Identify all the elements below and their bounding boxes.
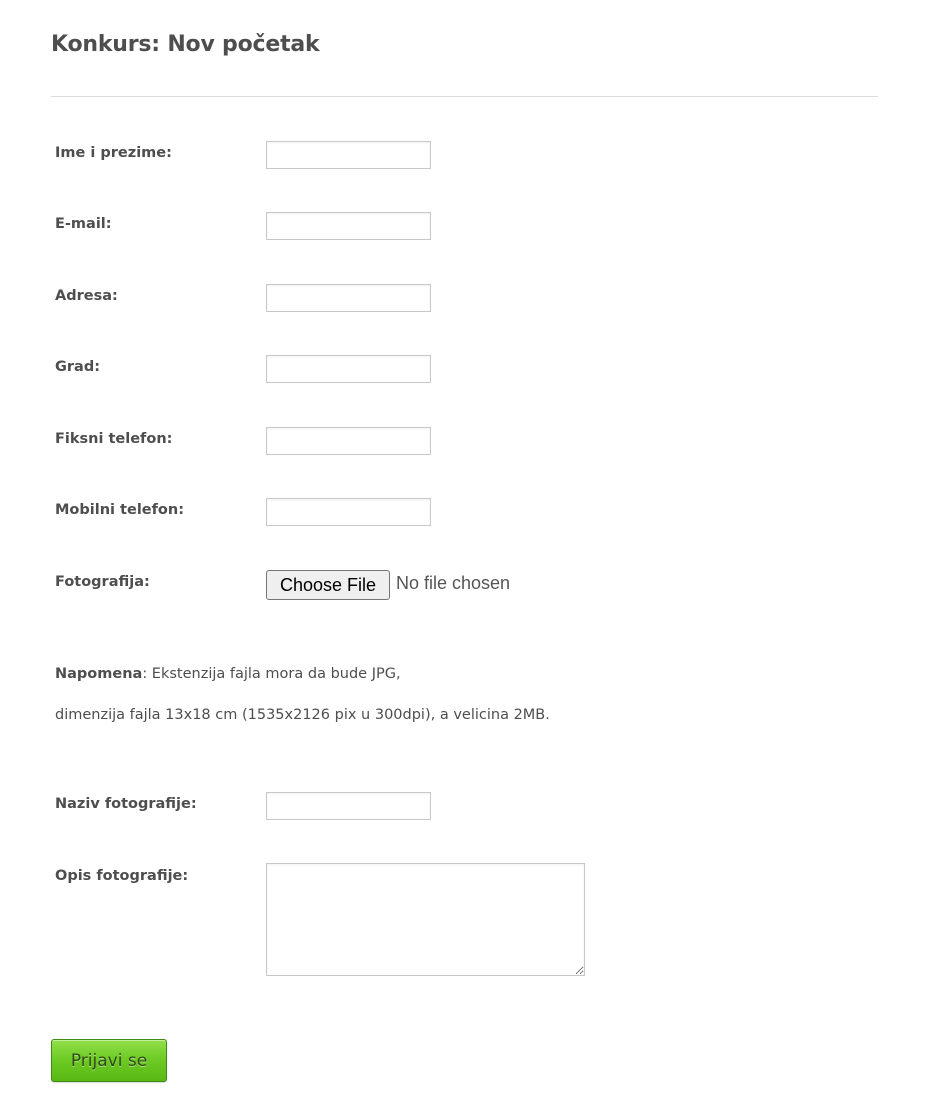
note-line-1 xyxy=(55,666,401,682)
photo-title-label: Naziv fotografije: xyxy=(55,796,197,812)
submit-button[interactable]: Prijavi se xyxy=(51,1039,167,1082)
note-text-1: : Ekstenzija fajla mora da bude JPG, xyxy=(142,666,401,682)
name-label: Ime i prezime: xyxy=(55,145,172,161)
title-divider xyxy=(51,96,878,97)
note-heading: Napomena xyxy=(55,666,143,682)
mobile-input[interactable] xyxy=(266,498,431,526)
email-input[interactable] xyxy=(266,212,431,240)
choose-file-button[interactable]: Choose File xyxy=(266,570,390,600)
landline-label: Fiksni telefon: xyxy=(55,431,173,447)
photo-description-label: Opis fotografije: xyxy=(55,868,189,884)
photo-label: Fotografija: xyxy=(55,574,150,590)
address-input[interactable] xyxy=(266,284,431,312)
name-input[interactable] xyxy=(266,141,431,169)
address-label: Adresa: xyxy=(55,288,118,304)
photo-description-textarea[interactable] xyxy=(266,863,585,976)
email-label: E-mail: xyxy=(55,216,112,232)
photo-title-input[interactable] xyxy=(266,792,431,820)
file-status-text: No file chosen xyxy=(396,573,511,593)
note-line-2: dimenzija fajla 13x18 cm (1535x2126 pix u 300dpi), a velicina 2MB. xyxy=(55,707,550,723)
city-input[interactable] xyxy=(266,355,431,383)
mobile-label: Mobilni telefon: xyxy=(55,502,185,518)
city-label: Grad: xyxy=(55,359,101,375)
page-title: Konkurs: Nov početak xyxy=(51,32,320,57)
landline-input[interactable] xyxy=(266,427,431,455)
